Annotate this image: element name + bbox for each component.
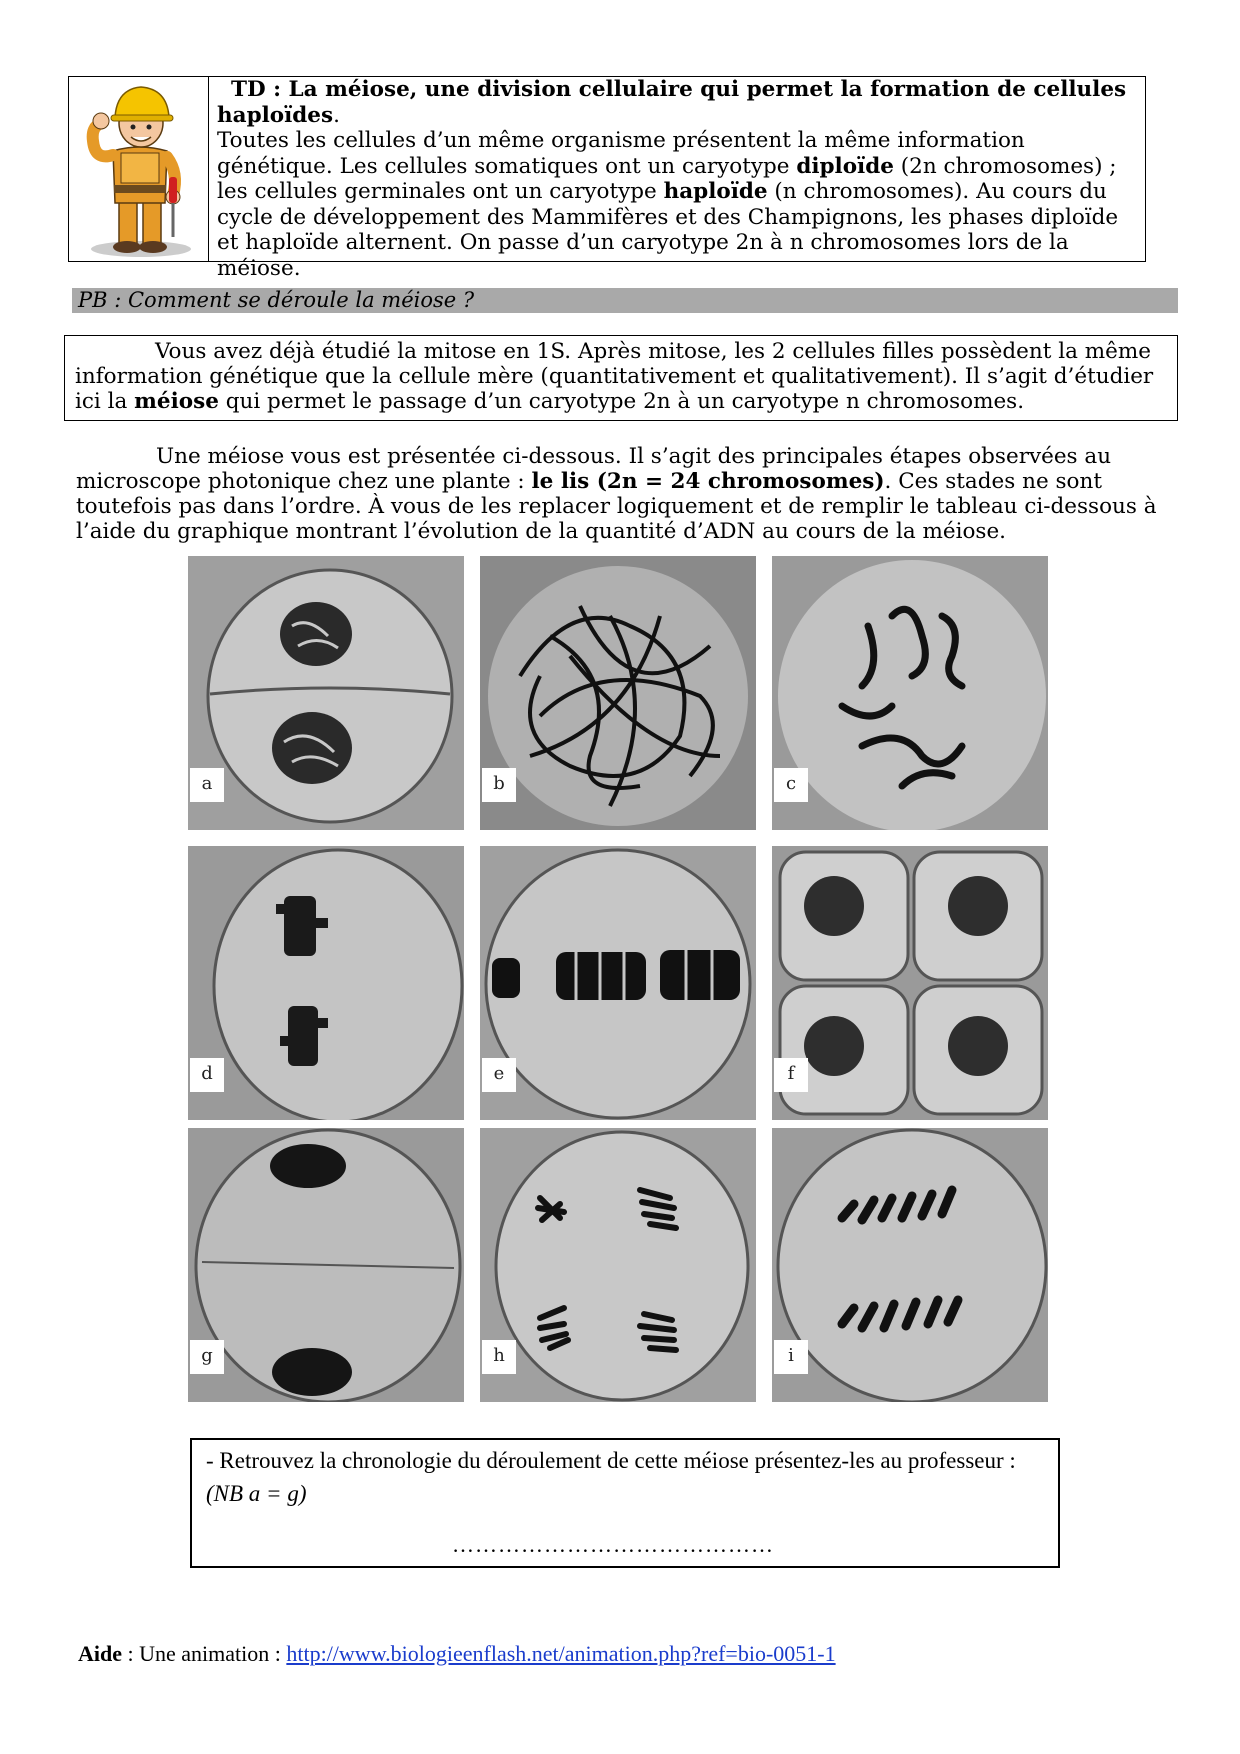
worker-mascot-icon — [69, 77, 209, 263]
panel-b — [480, 556, 756, 830]
panel-label-h: h — [482, 1340, 516, 1374]
panel-d — [188, 846, 464, 1120]
title-period: . — [333, 102, 340, 128]
panel-label-f: f — [774, 1058, 808, 1092]
aide-text: : Une animation : — [122, 1641, 287, 1666]
panel-e — [480, 846, 756, 1120]
mascot-cell — [69, 77, 209, 261]
intro-text-1: Vous avez déjà étudié la mitose en 1S. Après mitose, les 2 cellules filles possèdent la même information génétique que la cellule mère (quantitativement et qualitativement). Il s’agit d’étudier ici la — [75, 339, 1154, 414]
intro-text-2: qui permet le passage d’un caryotype 2n à un caryotype n chromosomes. — [218, 389, 1025, 414]
panel-i — [772, 1128, 1048, 1402]
main-text-2: . Ces stades ne sont toutefois pas dans l’ordre. À vous de les replacer logiquement et de remplir le tableau ci-dessous à l’aide du graphique montrant l’évolution de la quantité d’ADN au cours de la méiose. — [76, 469, 1157, 544]
header-text — [217, 77, 1139, 281]
intro-bold-meiose: méiose — [134, 389, 219, 414]
question-text: - Retrouvez la chronologie du déroulement de cette méiose présentez-les au professeur : — [206, 1448, 1016, 1473]
header-text-2: (2n chromosomes) ; les cellules germinales ont un caryotype — [217, 153, 1117, 204]
cell-image-c — [772, 556, 1048, 830]
cell-image-b — [480, 556, 756, 830]
problem-label: PB : Comment se déroule la méiose ? — [78, 288, 475, 312]
main-paragraph — [76, 444, 1174, 544]
cell-image-d — [188, 846, 464, 1120]
cell-image-a — [188, 556, 464, 830]
panel-label-i: i — [774, 1340, 808, 1374]
panel-a — [188, 556, 464, 830]
header-bold-haploide: haploïde — [663, 179, 768, 204]
meiosis-figure — [188, 556, 1048, 1401]
panel-h — [480, 1128, 756, 1402]
answer-dots: …………………………………… — [452, 1532, 774, 1557]
panel-label-a: a — [190, 768, 224, 802]
cell-image-h — [480, 1128, 756, 1402]
panel-label-d: d — [190, 1058, 224, 1092]
cell-image-e — [480, 846, 756, 1120]
animation-link[interactable]: http://www.biologieenflash.net/animation.php?ref=bio-0051-1 — [286, 1641, 836, 1666]
cell-image-i — [772, 1128, 1048, 1402]
page-title: TD : La méiose, une division cellulaire qui permet la formation de cellules haploïdes — [217, 77, 1127, 128]
panel-label-c: c — [774, 768, 808, 802]
panel-c — [772, 556, 1048, 830]
header-bold-diploide: diploïde — [796, 153, 894, 179]
main-text-1: Une méiose vous est présentée ci-dessous. Il s’agit des principales étapes observées au microscope photonique chez une plante : — [76, 444, 1112, 494]
header-paragraph — [217, 128, 1139, 281]
panel-g — [188, 1128, 464, 1402]
header-text-1: Toutes les cellules d’un même organisme présentent la même information génétique. Les cellules somatiques ont un caryotype — [217, 128, 1025, 179]
panel-label-e: e — [482, 1058, 516, 1092]
header-text-3: (n chromosomes). Au cours du cycle de développement des Mammifères et des Champignons, les phases diploïde et haploïde alternent. On passe d’un caryotype 2n à n chromosomes lors de la méiose. — [217, 179, 1119, 281]
cell-image-f — [772, 846, 1048, 1120]
header-box — [68, 76, 1146, 281]
panel-f — [772, 846, 1048, 1120]
panel-label-b: b — [482, 768, 516, 802]
panel-label-g: g — [190, 1340, 224, 1374]
aide-label: Aide — [78, 1641, 122, 1666]
intro-box — [64, 335, 1178, 421]
question-box — [190, 1438, 1060, 1568]
problem-band — [72, 288, 1178, 313]
main-bold-lis: le lis (2n = 24 chromosomes) — [531, 469, 885, 494]
aide-line — [78, 1640, 836, 1668]
cell-image-g — [188, 1128, 464, 1402]
question-note: (NB a = g) — [206, 1481, 307, 1506]
